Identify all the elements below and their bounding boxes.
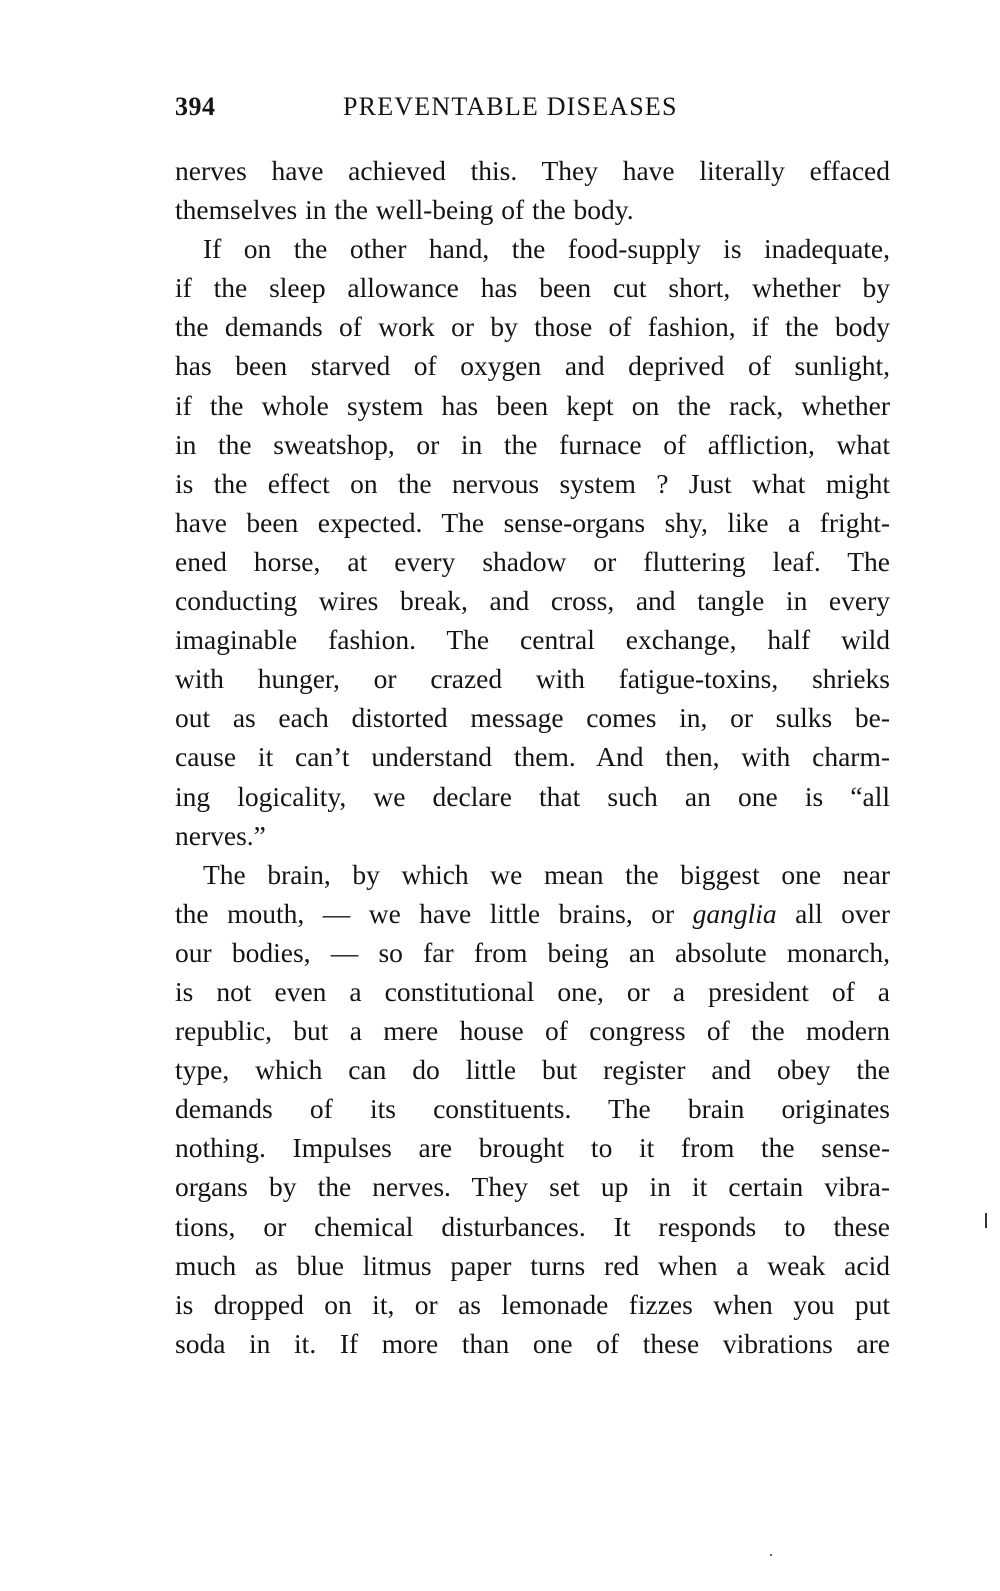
running-head-title: PREVENTABLE DISEASES: [343, 92, 678, 121]
text-line: is dropped on it, or as lemonade fizzes when you put: [175, 1288, 890, 1320]
text-line: nerves have achieved this. They have literally effaced: [175, 155, 890, 186]
text-line: soda in it. If more than one of these vibrations are: [175, 1327, 890, 1359]
text-line: have been expected. The sense-organs shy, like a fright-: [175, 506, 890, 538]
text-line: is not even a constitutional one, or a president of a: [175, 975, 890, 1007]
text-line: nerves.”: [175, 819, 266, 851]
text-line: cause it can’t understand them. And then, with charm-: [175, 741, 890, 773]
text-line-with-italic: [175, 894, 890, 933]
text-line: our bodies, — so far from being an absolute monarch,: [175, 936, 890, 968]
margin-mark: [985, 1213, 987, 1228]
text-segment: the mouth, — we have little brains, or: [175, 897, 675, 929]
text-line: with hunger, or crazed with fatigue-toxins, shrieks: [175, 663, 890, 695]
text-line: in the sweatshop, or in the furnace of affliction, what: [175, 428, 890, 460]
text-segment: all over: [776, 897, 890, 929]
text-line: imaginable fashion. The central exchange, half wild: [175, 624, 890, 656]
text-line: the demands of work or by those of fashion, if the body: [175, 311, 890, 343]
text-line: conducting wires break, and cross, and tangle in every: [175, 585, 890, 617]
running-header: [175, 92, 890, 132]
text-line: has been starved of oxygen and deprived of sunlight,: [175, 350, 890, 382]
text-line: is the effect on the nervous system ? Just what might: [175, 467, 890, 499]
text-line: organs by the nerves. They set up in it certain vibra-: [175, 1171, 890, 1203]
italic-term: ganglia: [692, 897, 777, 929]
text-line: If on the other hand, the food-supply is inadequate,: [203, 233, 890, 265]
text-line: themselves in the well-being of the body.: [175, 194, 634, 226]
text-line: ing logicality, we declare that such an one is “all: [175, 780, 890, 812]
text-line: demands of its constituents. The brain originates: [175, 1093, 890, 1125]
body-text: [175, 151, 890, 1363]
text-line: if the sleep allowance has been cut short, whether by: [175, 272, 890, 304]
scan-speck: [770, 1554, 772, 1556]
text-line: if the whole system has been kept on the rack, whether: [175, 389, 890, 421]
text-line: type, which can do little but register and obey the: [175, 1054, 890, 1086]
page-number: 394: [175, 92, 216, 121]
text-line: The brain, by which we mean the biggest one near: [203, 858, 890, 890]
text-line: much as blue litmus paper turns red when a weak acid: [175, 1249, 890, 1281]
text-line: republic, but a mere house of congress of the modern: [175, 1015, 890, 1047]
text-line: tions, or chemical disturbances. It responds to these: [175, 1210, 890, 1242]
text-line: nothing. Impulses are brought to it from the sense-: [175, 1132, 890, 1164]
text-line: out as each distorted message comes in, or sulks be-: [175, 702, 890, 734]
text-line: ened horse, at every shadow or fluttering leaf. The: [175, 545, 890, 577]
